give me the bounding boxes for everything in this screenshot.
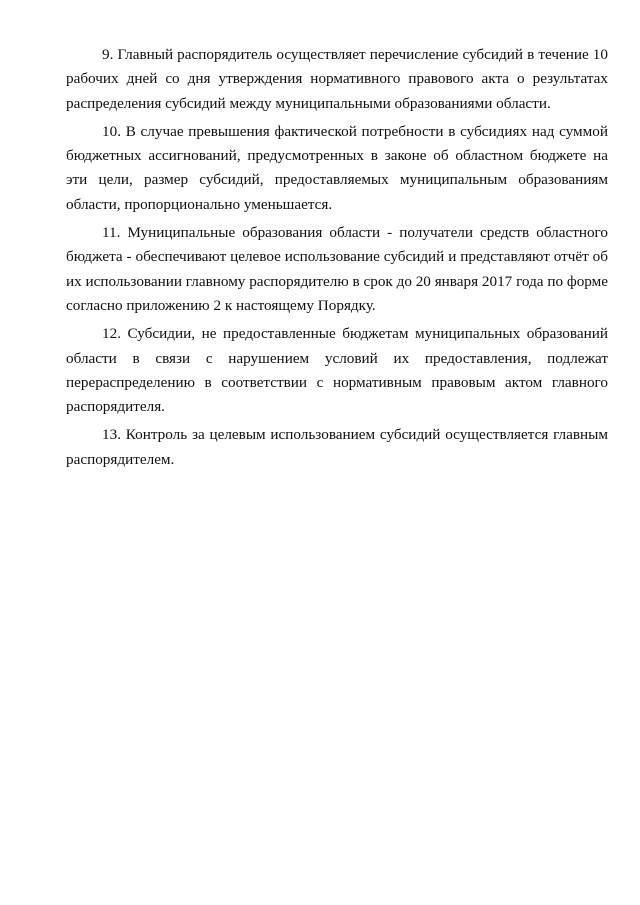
paragraph-9: 9. Главный распорядитель осуществляет перечисление субсидий в течение 10 рабочих дней со дня утверждения нормативного правового акта о результатах распределения субсидий между муниципальными образованиями области. bbox=[66, 46, 608, 112]
paragraph-13: 13. Контроль за целевым использованием субсидий осуществляется главным распорядителем. bbox=[66, 426, 608, 468]
paragraph-11: 11. Муниципальные образования области - получатели средств областного бюджета - обеспечивают целевое использование субсидий и представляют отчёт об их использовании главному распорядителю в срок до 20 января 2017 года по форме согласно приложению 2 к настоящему Порядку. bbox=[66, 224, 609, 314]
paragraph-12: 12. Субсидии, не предоставленные бюджетам муниципальных образований области в связи с нарушением условий их предоставления, подлежат перераспределению в соответствии с нормативным правовым актом главного распорядителя. bbox=[66, 325, 608, 416]
paragraph-10: 10. В случае превышения фактической потребности в субсидиях над суммой бюджетных ассигнований, предусмотренных в законе об областном бюджете на эти цели, размер субсидий, предоставляемых муниципальным образованиям области, пропорционально уменьшается. bbox=[66, 122, 608, 213]
